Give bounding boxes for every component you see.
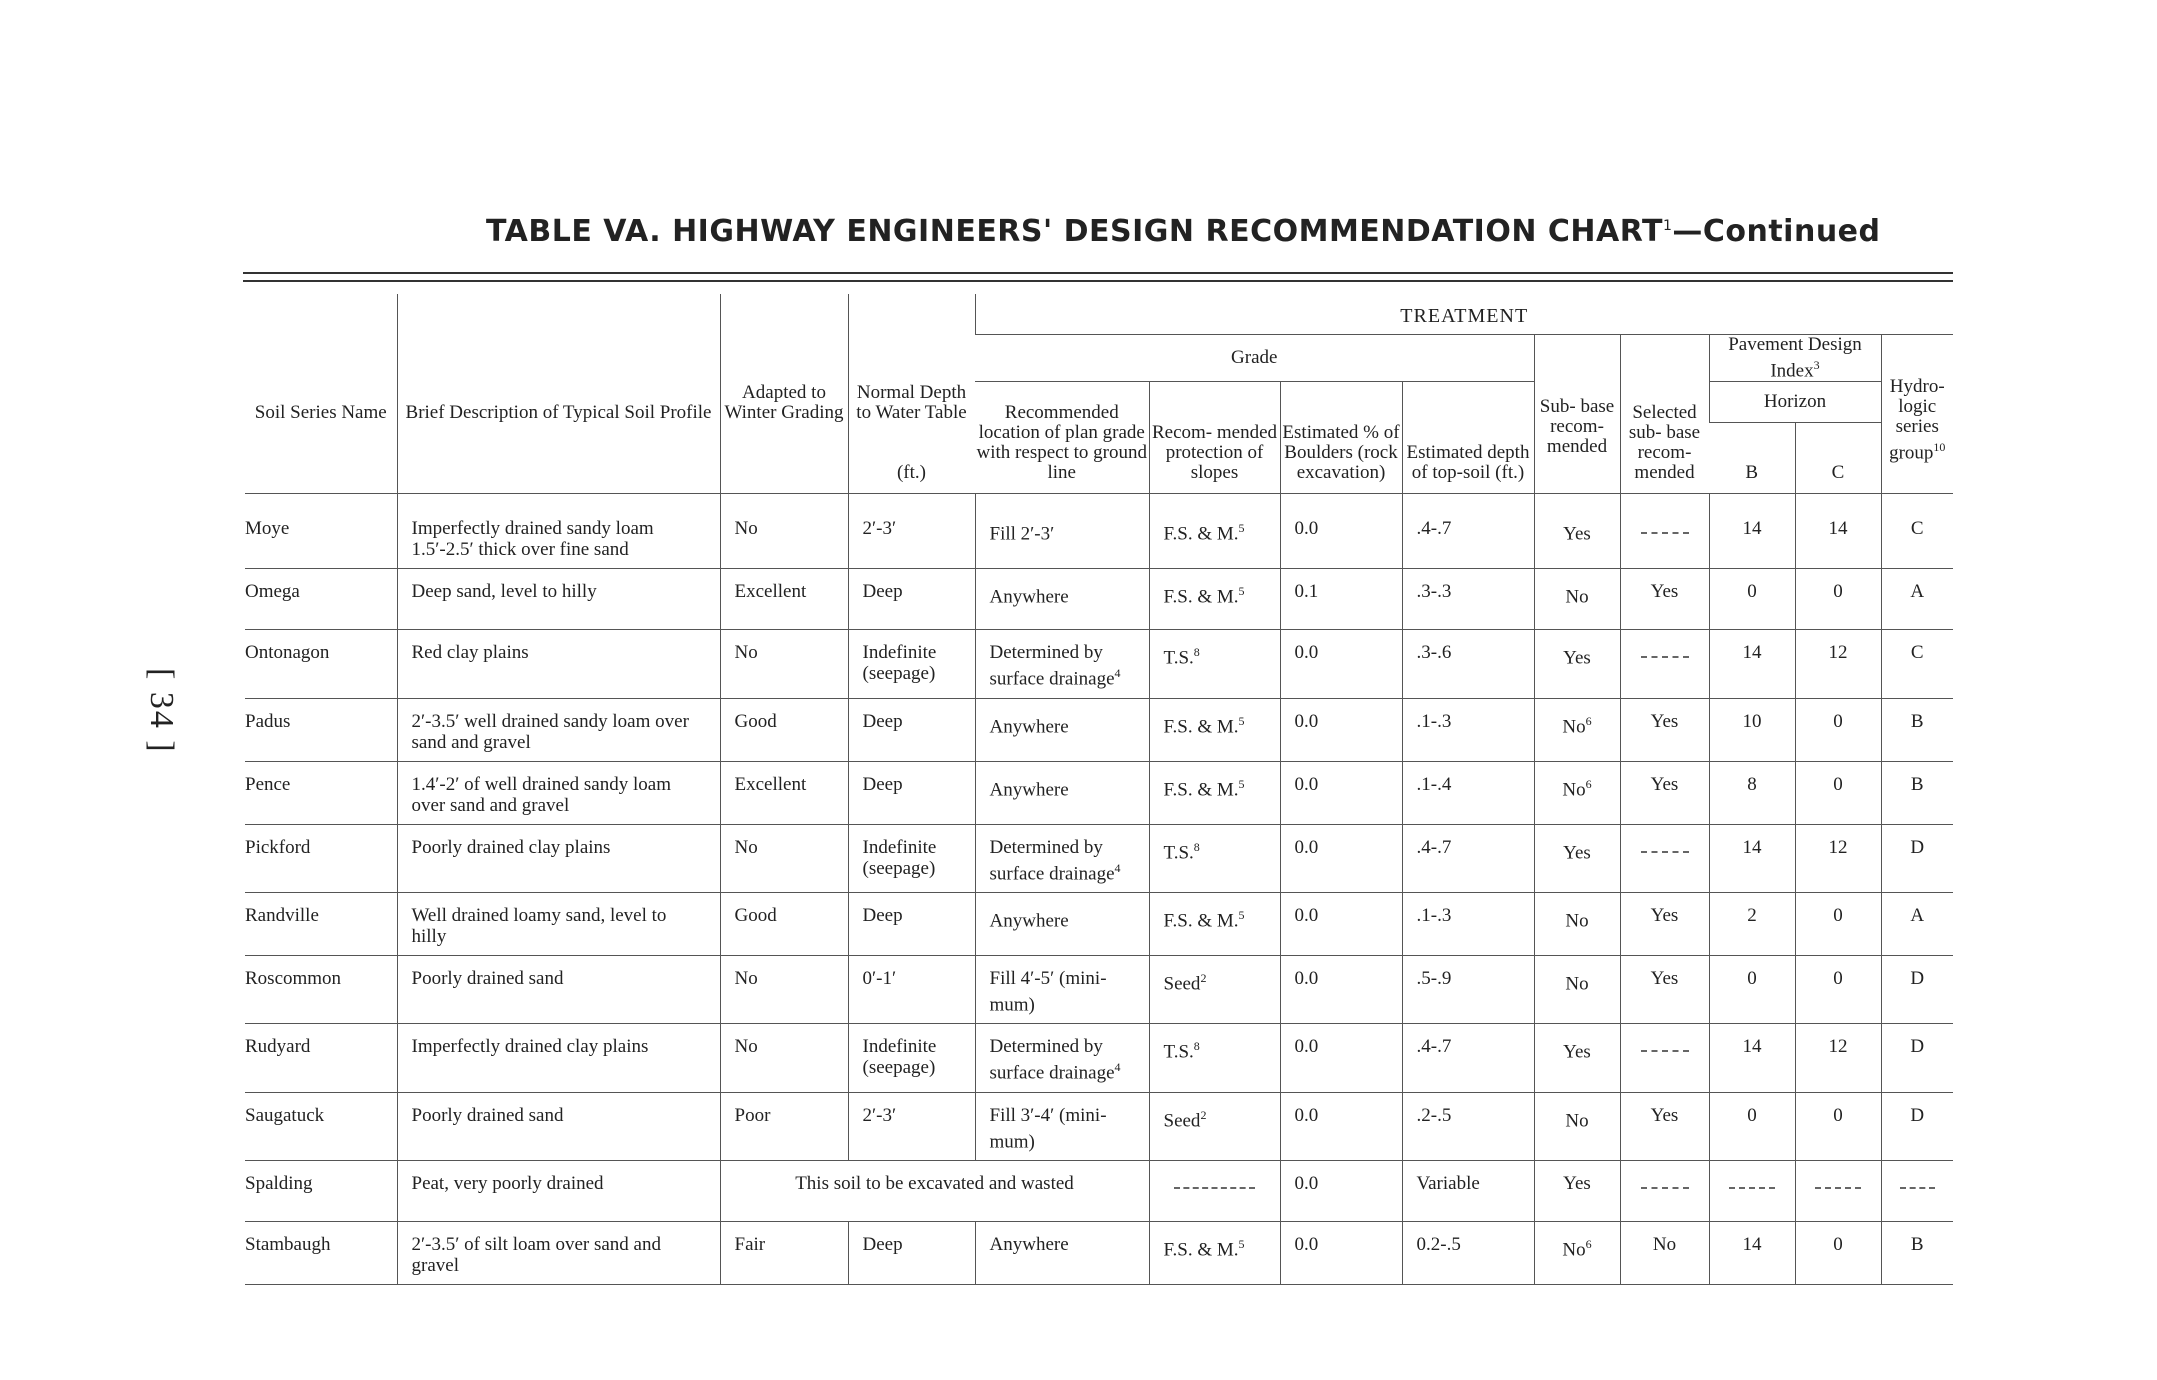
cell-topsoil: .4-.7 — [1402, 824, 1534, 892]
cell-boulders: 0.0 — [1280, 1092, 1402, 1160]
cell-winter: No — [720, 824, 848, 892]
cell-subbase: No$^6$ — [1534, 761, 1620, 824]
cell-winter: No — [720, 955, 848, 1023]
cell-subbase: Yes — [1534, 630, 1620, 698]
cell-subbase: Yes — [1534, 494, 1620, 569]
cell-horizon-b: 0 — [1709, 1092, 1795, 1160]
cell-topsoil: .4-.7 — [1402, 1024, 1534, 1092]
cell-protection: Seed$^2$ — [1149, 1092, 1280, 1160]
cell-boulders: 0.0 — [1280, 761, 1402, 824]
cell-protection-empty — [1149, 1160, 1280, 1221]
cell-soil-name: Saugatuck — [245, 1092, 397, 1160]
cell-hydro-group: C — [1881, 494, 1953, 569]
cell-water-table: 2′-3′ — [848, 494, 975, 569]
cell-soil-name: Rudyard — [245, 1024, 397, 1092]
cell-description: Well drained loamy sand, level to hilly — [397, 892, 720, 955]
cell-hydro-group: B — [1881, 1221, 1953, 1284]
cell-horizon-c: 12 — [1795, 630, 1881, 698]
header-pavement-index: Pavement Design Index$^3$ — [1709, 335, 1881, 382]
cell-plan-grade: Anywhere — [975, 761, 1149, 824]
cell-soil-name: Spalding — [245, 1160, 397, 1221]
cell-plan-grade: Fill 3′-4′ (mini- mum) — [975, 1092, 1149, 1160]
cell-protection: F.S. & M.$^5$ — [1149, 892, 1280, 955]
header-subbase: Sub- base recom- mended — [1534, 335, 1620, 494]
cell-topsoil: .5-.9 — [1402, 955, 1534, 1023]
cell-horizon-b: 14 — [1709, 824, 1795, 892]
cell-boulders: 0.0 — [1280, 955, 1402, 1023]
cell-water-table: Deep — [848, 569, 975, 630]
cell-soil-name: Padus — [245, 698, 397, 761]
cell-plan-grade: Fill 4′-5′ (mini- mum) — [975, 955, 1149, 1023]
cell-boulders: 0.0 — [1280, 494, 1402, 569]
top-rule-double — [243, 280, 1953, 282]
cell-boulders: 0.0 — [1280, 1160, 1402, 1221]
cell-plan-grade: Anywhere — [975, 1221, 1149, 1284]
cell-plan-grade: Anywhere — [975, 698, 1149, 761]
cell-topsoil: .1-.3 — [1402, 698, 1534, 761]
cell-c-empty — [1795, 1160, 1881, 1221]
cell-selected-subbase: Yes — [1620, 569, 1709, 630]
table-row — [245, 892, 1953, 955]
cell-water-table: Deep — [848, 892, 975, 955]
cell-subbase: No — [1534, 1092, 1620, 1160]
cell-selected-subbase: Yes — [1620, 892, 1709, 955]
cell-soil-name: Ontonagon — [245, 630, 397, 698]
cell-horizon-b: 14 — [1709, 1024, 1795, 1092]
cell-boulders: 0.0 — [1280, 1221, 1402, 1284]
cell-subbase: No$^6$ — [1534, 1221, 1620, 1284]
header-horizon-c: C — [1795, 423, 1881, 494]
cell-winter: No — [720, 1024, 848, 1092]
cell-horizon-c: 0 — [1795, 955, 1881, 1023]
header-treatment: TREATMENT — [975, 294, 1953, 335]
cell-protection: T.S.$^8$ — [1149, 824, 1280, 892]
cell-hydro-group: D — [1881, 1092, 1953, 1160]
cell-selected-subbase — [1620, 494, 1709, 569]
cell-subbase: No$^6$ — [1534, 698, 1620, 761]
cell-water-table: 0′-1′ — [848, 955, 975, 1023]
cell-hydro-group: B — [1881, 698, 1953, 761]
cell-winter: Good — [720, 892, 848, 955]
cell-topsoil: .3-.6 — [1402, 630, 1534, 698]
cell-winter: No — [720, 630, 848, 698]
table-row — [245, 1092, 1953, 1160]
cell-description: Poorly drained sand — [397, 1092, 720, 1160]
cell-subbase: Yes — [1534, 1024, 1620, 1092]
cell-selected-subbase — [1620, 824, 1709, 892]
table-row — [245, 569, 1953, 630]
cell-protection: T.S.$^8$ — [1149, 1024, 1280, 1092]
cell-horizon-c: 12 — [1795, 824, 1881, 892]
cell-topsoil: .2-.5 — [1402, 1092, 1534, 1160]
cell-water-table: Deep — [848, 698, 975, 761]
cell-description: Poorly drained sand — [397, 955, 720, 1023]
cell-water-table: Deep — [848, 1221, 975, 1284]
design-recommendation-table — [245, 294, 1953, 1285]
cell-soil-name: Pickford — [245, 824, 397, 892]
cell-topsoil: 0.2-.5 — [1402, 1221, 1534, 1284]
cell-plan-grade: Anywhere — [975, 569, 1149, 630]
header-soil-series: Soil Series Name — [245, 294, 397, 494]
table-body — [245, 494, 1953, 1285]
cell-water-table: Indefinite (seepage) — [848, 630, 975, 698]
cell-boulders: 0.0 — [1280, 1024, 1402, 1092]
cell-topsoil: .1-.3 — [1402, 892, 1534, 955]
header-hydrologic-group: Hydro- logic series group$^{10}$ — [1881, 335, 1953, 494]
cell-protection: Seed$^2$ — [1149, 955, 1280, 1023]
table-row — [245, 698, 1953, 761]
cell-selected-subbase: Yes — [1620, 1092, 1709, 1160]
cell-water-table: Deep — [848, 761, 975, 824]
cell-water-table: Indefinite (seepage) — [848, 824, 975, 892]
cell-horizon-b: 2 — [1709, 892, 1795, 955]
cell-protection: T.S.$^8$ — [1149, 630, 1280, 698]
cell-protection: F.S. & M.$^5$ — [1149, 569, 1280, 630]
table-row — [245, 1024, 1953, 1092]
cell-horizon-c: 0 — [1795, 892, 1881, 955]
cell-selected-subbase: Yes — [1620, 698, 1709, 761]
cell-topsoil: .4-.7 — [1402, 494, 1534, 569]
header-horizon: Horizon — [1709, 382, 1881, 423]
cell-horizon-b: 14 — [1709, 630, 1795, 698]
cell-horizon-b: 8 — [1709, 761, 1795, 824]
cell-boulders: 0.1 — [1280, 569, 1402, 630]
cell-plan-grade: Fill 2′-3′ — [975, 494, 1149, 569]
cell-description: Red clay plains — [397, 630, 720, 698]
cell-description: 2′-3.5′ well drained sandy loam over sand and gravel — [397, 698, 720, 761]
cell-winter: Fair — [720, 1221, 848, 1284]
cell-description: Deep sand, level to hilly — [397, 569, 720, 630]
cell-selected-subbase — [1620, 1024, 1709, 1092]
cell-excavation-note: This soil to be excavated and wasted — [720, 1160, 1149, 1221]
cell-subbase: Yes — [1534, 1160, 1620, 1221]
header-selected-subbase: Selected sub- base recom- mended — [1620, 335, 1709, 494]
cell-horizon-c: 12 — [1795, 1024, 1881, 1092]
cell-description: Peat, very poorly drained — [397, 1160, 720, 1221]
cell-horizon-b: 10 — [1709, 698, 1795, 761]
cell-soil-name: Stambaugh — [245, 1221, 397, 1284]
cell-boulders: 0.0 — [1280, 824, 1402, 892]
cell-protection: F.S. & M.$^5$ — [1149, 761, 1280, 824]
header-description: Brief Description of Typical Soil Profile — [397, 294, 720, 494]
cell-selected-empty — [1620, 1160, 1709, 1221]
cell-subbase: Yes — [1534, 824, 1620, 892]
cell-plan-grade: Determined by surface drainage$^4$ — [975, 824, 1149, 892]
title-footnote: 1 — [1662, 218, 1673, 234]
cell-winter: Good — [720, 698, 848, 761]
table-row-spalding — [245, 1160, 1953, 1221]
cell-subbase: No — [1534, 892, 1620, 955]
cell-hydro-group: A — [1881, 569, 1953, 630]
cell-selected-subbase — [1620, 630, 1709, 698]
cell-selected-subbase: Yes — [1620, 761, 1709, 824]
cell-hydro-group: D — [1881, 824, 1953, 892]
table-row-stambaugh — [245, 1221, 1953, 1284]
cell-soil-name: Omega — [245, 569, 397, 630]
cell-horizon-b: 14 — [1709, 1221, 1795, 1284]
cell-winter: Excellent — [720, 761, 848, 824]
cell-winter: No — [720, 494, 848, 569]
header-grade: Grade — [975, 335, 1534, 382]
header-plan-grade: Recommended location of plan grade with respect to ground line — [975, 382, 1149, 494]
header-winter-grading: Adapted to Winter Grading — [720, 294, 848, 494]
table-row — [245, 761, 1953, 824]
cell-horizon-b: 0 — [1709, 569, 1795, 630]
cell-horizon-c: 0 — [1795, 1221, 1881, 1284]
cell-plan-grade: Determined by surface drainage$^4$ — [975, 1024, 1149, 1092]
cell-soil-name: Pence — [245, 761, 397, 824]
cell-horizon-c: 0 — [1795, 569, 1881, 630]
page-number: [ 34 ] — [143, 668, 180, 754]
cell-description: Imperfectly drained clay plains — [397, 1024, 720, 1092]
cell-selected-subbase: No — [1620, 1221, 1709, 1284]
cell-hydro-group: C — [1881, 630, 1953, 698]
page-title: TABLE VA. HIGHWAY ENGINEERS' DESIGN RECOMMENDATION CHART$^1$—Continued — [486, 214, 1881, 249]
cell-horizon-c: 14 — [1795, 494, 1881, 569]
cell-hydro-group: D — [1881, 955, 1953, 1023]
cell-boulders: 0.0 — [1280, 698, 1402, 761]
cell-boulders: 0.0 — [1280, 892, 1402, 955]
cell-selected-subbase: Yes — [1620, 955, 1709, 1023]
cell-horizon-c: 0 — [1795, 1092, 1881, 1160]
cell-protection: F.S. & M.$^5$ — [1149, 1221, 1280, 1284]
title-suffix: —Continued — [1672, 214, 1881, 249]
top-rule — [243, 272, 1953, 274]
cell-plan-grade: Anywhere — [975, 892, 1149, 955]
cell-hydro-group: D — [1881, 1024, 1953, 1092]
cell-protection: F.S. & M.$^5$ — [1149, 698, 1280, 761]
header-horizon-b: B — [1709, 423, 1795, 494]
header-topsoil: Estimated depth of top-soil (ft.) — [1402, 382, 1534, 494]
cell-boulders: 0.0 — [1280, 630, 1402, 698]
cell-description: 2′-3.5′ of silt loam over sand and gravel — [397, 1221, 720, 1284]
table-row — [245, 955, 1953, 1023]
cell-soil-name: Randville — [245, 892, 397, 955]
cell-protection: F.S. & M.$^5$ — [1149, 494, 1280, 569]
header-water-table: Normal Depth to Water Table (ft.) — [848, 294, 975, 494]
cell-hydro-empty — [1881, 1160, 1953, 1221]
cell-description: Imperfectly drained sandy loam 1.5′-2.5′ thick over fine sand — [397, 494, 720, 569]
cell-water-table: 2′-3′ — [848, 1092, 975, 1160]
cell-horizon-b: 14 — [1709, 494, 1795, 569]
cell-description: 1.4′-2′ of well drained sandy loam over sand and gravel — [397, 761, 720, 824]
table-row — [245, 494, 1953, 569]
cell-hydro-group: A — [1881, 892, 1953, 955]
cell-horizon-c: 0 — [1795, 761, 1881, 824]
cell-topsoil: .3-.3 — [1402, 569, 1534, 630]
cell-hydro-group: B — [1881, 761, 1953, 824]
cell-subbase: No — [1534, 955, 1620, 1023]
cell-b-empty — [1709, 1160, 1795, 1221]
header-boulders: Estimated % of Boulders (rock excavation) — [1280, 382, 1402, 494]
cell-soil-name: Moye — [245, 494, 397, 569]
cell-plan-grade: Determined by surface drainage$^4$ — [975, 630, 1149, 698]
cell-water-table: Indefinite (seepage) — [848, 1024, 975, 1092]
cell-winter: Excellent — [720, 569, 848, 630]
cell-topsoil: Variable — [1402, 1160, 1534, 1221]
cell-soil-name: Roscommon — [245, 955, 397, 1023]
cell-winter: Poor — [720, 1092, 848, 1160]
cell-horizon-b: 0 — [1709, 955, 1795, 1023]
cell-description: Poorly drained clay plains — [397, 824, 720, 892]
header-slope-protection: Recom- mended protection of slopes — [1149, 382, 1280, 494]
table-row — [245, 630, 1953, 698]
cell-horizon-c: 0 — [1795, 698, 1881, 761]
cell-subbase: No — [1534, 569, 1620, 630]
table-row — [245, 824, 1953, 892]
cell-topsoil: .1-.4 — [1402, 761, 1534, 824]
